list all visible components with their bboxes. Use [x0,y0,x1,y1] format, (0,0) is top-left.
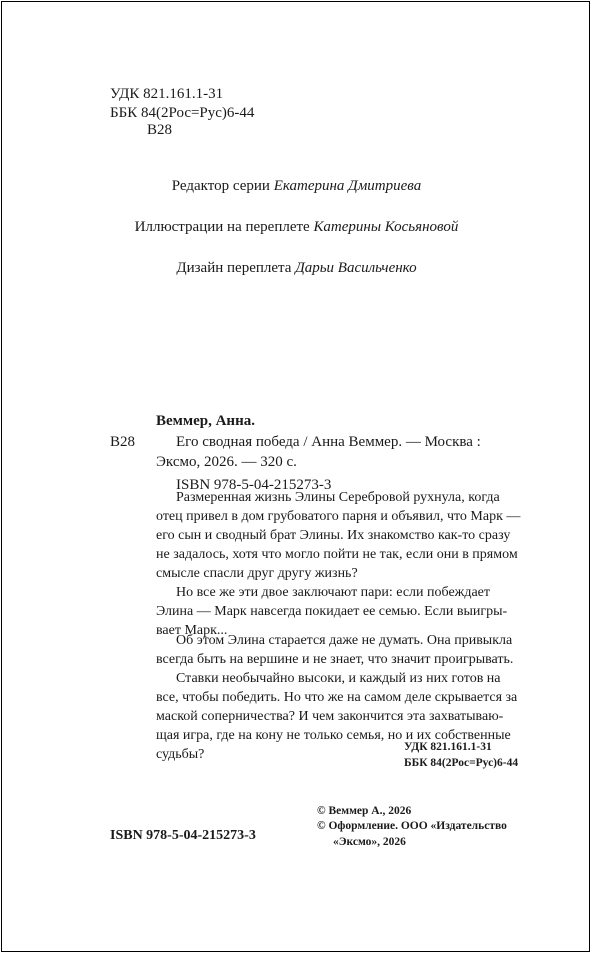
annotation-line: вает Марк... [156,623,228,639]
annotation-line: всегда быть на вершине и не знает, что значит проигрывать. [156,652,514,668]
copyright-author: © Веммер А., 2026 [317,805,412,817]
author-mark: В28 [147,122,173,138]
udk-code: УДК 821.161.1-31 [110,86,224,102]
series-editor-name: Екатерина Дмитриева [273,178,422,194]
annotation-line: Ставки необычайно высоки, и каждый из них готов на [176,671,501,686]
bottom-isbn: ISBN 978-5-04-215273-3 [110,828,256,843]
catalog-title-line-1: Его сводная победа / Анна Веммер. — Москва : [176,434,481,450]
catalog-isbn: ISBN 978-5-04-215273-3 [176,477,332,493]
annotation-line: маской соперничества? И чем закончится эта захватываю- [156,709,504,725]
copyright-publisher: «Эксмо», 2026 [333,836,406,848]
series-editor-credit [0,176,593,196]
annotation-paragraph [156,488,536,583]
footer-udk: УДК 821.161.1-31 [404,741,492,753]
copyright-design: © Оформление. ООО «Издательство [317,820,507,832]
annotation-line: его сын и сводный брат Элины. Их знакомство как-то сразу [156,528,511,544]
annotation-line: Но все же эти двое заключают пари: если побеждает [176,585,491,600]
annotation-line: судьбы? [156,747,205,763]
series-editor-label: Редактор серии [171,178,270,194]
annotation-line: Размеренная жизнь Элины Серебровой рухнула, когда [176,490,500,505]
annotation-line: отец привел в дом грубоватого парня и объявил, что Марк — [156,509,521,525]
catalog-title-line-2: Эксмо, 2026. — 320 с. [156,454,297,470]
illustration-credit [0,217,593,237]
bbk-code: ББК 84(2Рос=Рус)6-44 [110,105,255,121]
annotation-line: Об этом Элина старается даже не думать. Она привыкла [176,633,513,648]
annotation-line: не задалось, хотя что могло пойти не так, если они в прямом [156,547,518,563]
footer-bbk: ББК 84(2Рос=Рус)6-44 [404,757,519,769]
illustration-name: Катерины Косьяновой [313,219,459,235]
annotation-line: щая игра, где на кону не только семья, но и их собственные [156,728,511,744]
catalog-author-heading: Веммер, Анна. [156,413,255,429]
illustration-label: Иллюстрации на переплете [134,219,310,235]
catalog-mark: В28 [110,434,136,450]
annotation-line: Элина — Марк навсегда покидает ее семью. Если выигры- [156,604,508,620]
cover-design-credit [0,258,593,278]
annotation-line: смысле спасли друг другу жизнь? [156,566,358,582]
annotation-line: все, чтобы победить. Но что же на самом деле скрывается за [156,690,518,706]
cover-design-label: Дизайн переплета [176,260,292,276]
cover-design-name: Дарьи Васильченко [295,260,417,276]
